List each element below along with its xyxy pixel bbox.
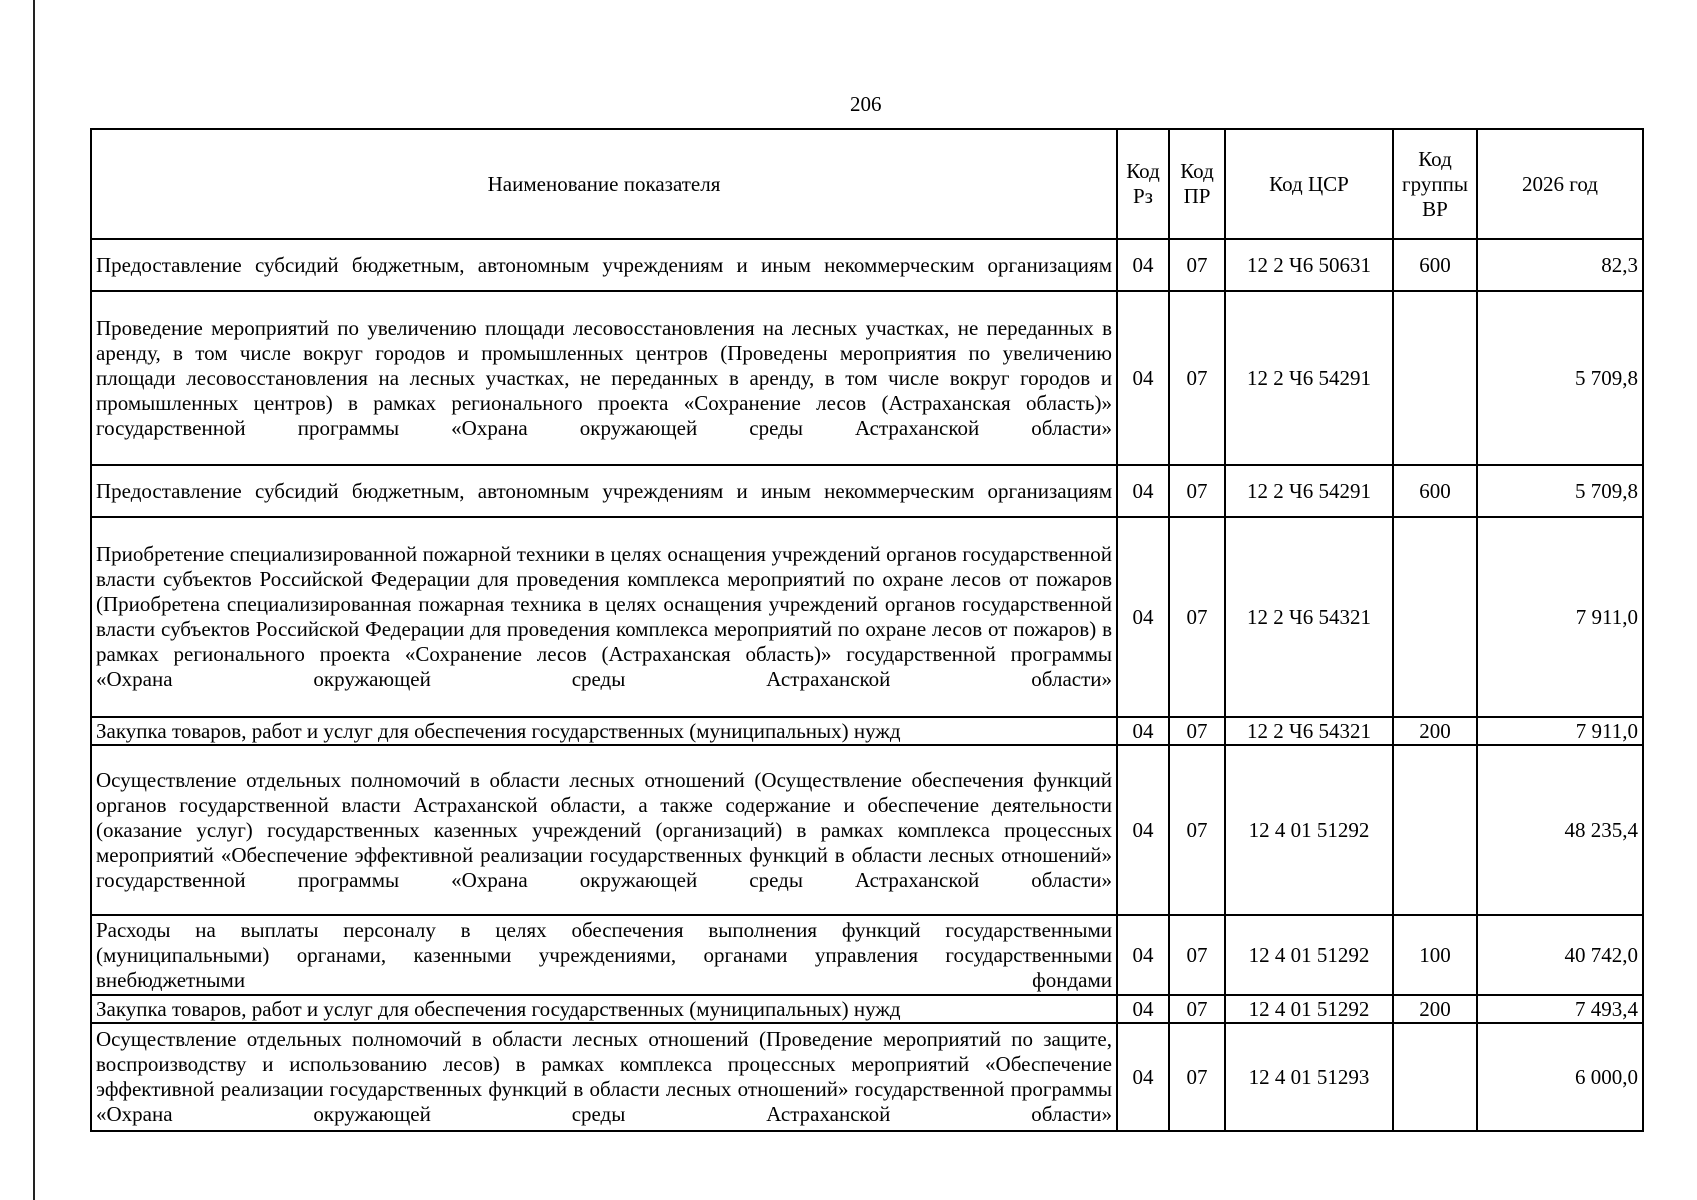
row-name: Закупка товаров, работ и услуг для обеспечения государственных (муниципальных) нужд	[91, 995, 1117, 1023]
row-name: Расходы на выплаты персоналу в целях обеспечения выполнения функций государственными (муниципальными) органами, казенными учреждениями, органами управления государственными внебюджетными фондами	[91, 915, 1117, 995]
row-csr: 12 2 Ч6 54291	[1225, 291, 1393, 465]
row-name: Предоставление субсидий бюджетным, автономным учреждениям и иным некоммерческим организациям	[91, 239, 1117, 291]
row-pr: 07	[1169, 239, 1225, 291]
row-pr: 07	[1169, 517, 1225, 717]
row-name: Закупка товаров, работ и услуг для обеспечения государственных (муниципальных) нужд	[91, 717, 1117, 745]
header-year: 2026 год	[1477, 129, 1643, 239]
table-row	[91, 465, 1643, 517]
row-rz: 04	[1117, 239, 1169, 291]
row-csr: 12 2 Ч6 54321	[1225, 517, 1393, 717]
row-value: 5 709,8	[1477, 291, 1643, 465]
row-pr: 07	[1169, 915, 1225, 995]
page-number: 206	[850, 92, 882, 116]
table-row	[91, 1023, 1643, 1131]
row-rz: 04	[1117, 995, 1169, 1023]
row-csr: 12 2 Ч6 54321	[1225, 717, 1393, 745]
budget-table	[90, 128, 1644, 1132]
row-csr: 12 2 Ч6 54291	[1225, 465, 1393, 517]
row-value: 5 709,8	[1477, 465, 1643, 517]
row-csr: 12 4 01 51292	[1225, 745, 1393, 915]
row-name: Приобретение специализированной пожарной техники в целях оснащения учреждений органов государственной власти субъектов Российской Федерации для проведения комплекса мероприятий по охране лесов от пожаров (Приобретена специализированная пожарная техника в целях оснащения учреждений органов государственной власти субъектов Российской Федерации для проведения комплекса мероприятий по охране лесов от пожаров) в рамках регионального проекта «Сохранение лесов (Астраханская область)» государственной программы «Охрана окружающей среды Астраханской области»	[91, 517, 1117, 717]
row-value: 7 493,4	[1477, 995, 1643, 1023]
row-csr: 12 4 01 51292	[1225, 915, 1393, 995]
row-vr: 600	[1393, 239, 1477, 291]
row-rz: 04	[1117, 717, 1169, 745]
row-value: 82,3	[1477, 239, 1643, 291]
row-vr	[1393, 745, 1477, 915]
row-vr	[1393, 291, 1477, 465]
row-pr: 07	[1169, 1023, 1225, 1131]
row-value: 7 911,0	[1477, 717, 1643, 745]
row-value: 48 235,4	[1477, 745, 1643, 915]
table-row	[91, 745, 1643, 915]
row-pr: 07	[1169, 717, 1225, 745]
row-name: Осуществление отдельных полномочий в области лесных отношений (Проведение мероприятий по защите, воспроизводству и использованию лесов) в рамках комплекса процессных мероприятий «Обеспечение эффективной реализации государственных функций в области лесных отношений» государственной программы «Охрана окружающей среды Астраханской области»	[91, 1023, 1117, 1131]
header-csr: Код ЦСР	[1225, 129, 1393, 239]
row-vr: 100	[1393, 915, 1477, 995]
row-csr: 12 4 01 51293	[1225, 1023, 1393, 1131]
table-row	[91, 717, 1643, 745]
row-vr: 600	[1393, 465, 1477, 517]
table-header-row	[91, 129, 1643, 239]
row-rz: 04	[1117, 745, 1169, 915]
row-pr: 07	[1169, 291, 1225, 465]
row-vr	[1393, 517, 1477, 717]
row-csr: 12 2 Ч6 50631	[1225, 239, 1393, 291]
table-row	[91, 915, 1643, 995]
row-rz: 04	[1117, 291, 1169, 465]
row-value: 6 000,0	[1477, 1023, 1643, 1131]
header-rz: Код Рз	[1117, 129, 1169, 239]
row-vr: 200	[1393, 995, 1477, 1023]
header-name: Наименование показателя	[91, 129, 1117, 239]
table-row	[91, 995, 1643, 1023]
page-left-edge	[33, 0, 35, 1200]
row-name: Предоставление субсидий бюджетным, автономным учреждениям и иным некоммерческим организациям	[91, 465, 1117, 517]
row-value: 7 911,0	[1477, 517, 1643, 717]
row-rz: 04	[1117, 517, 1169, 717]
row-pr: 07	[1169, 465, 1225, 517]
table-row	[91, 517, 1643, 717]
row-vr: 200	[1393, 717, 1477, 745]
table-row	[91, 291, 1643, 465]
header-pr: Код ПР	[1169, 129, 1225, 239]
row-name: Проведение мероприятий по увеличению площади лесовосстановления на лесных участках, не переданных в аренду, в том числе вокруг городов и промышленных центров (Проведены мероприятия по увеличению площади лесовосстановления на лесных участках, не переданных в аренду, в том числе вокруг городов и промышленных центров) в рамках регионального проекта «Сохранение лесов (Астраханская область)» государственной программы «Охрана окружающей среды Астраханской области»	[91, 291, 1117, 465]
row-csr: 12 4 01 51292	[1225, 995, 1393, 1023]
row-value: 40 742,0	[1477, 915, 1643, 995]
row-vr	[1393, 1023, 1477, 1131]
row-pr: 07	[1169, 995, 1225, 1023]
row-pr: 07	[1169, 745, 1225, 915]
row-rz: 04	[1117, 1023, 1169, 1131]
header-vr: Код группы ВР	[1393, 129, 1477, 239]
table-row	[91, 239, 1643, 291]
row-rz: 04	[1117, 915, 1169, 995]
row-name: Осуществление отдельных полномочий в области лесных отношений (Осуществление обеспечения функций органов государственной власти Астраханской области, а также содержание и обеспечение деятельности (оказание услуг) государственных казенных учреждений (организаций) в рамках комплекса процессных мероприятий «Обеспечение эффективной реализации государственных функций в области лесных отношений» государственной программы «Охрана окружающей среды Астраханской области»	[91, 745, 1117, 915]
row-rz: 04	[1117, 465, 1169, 517]
